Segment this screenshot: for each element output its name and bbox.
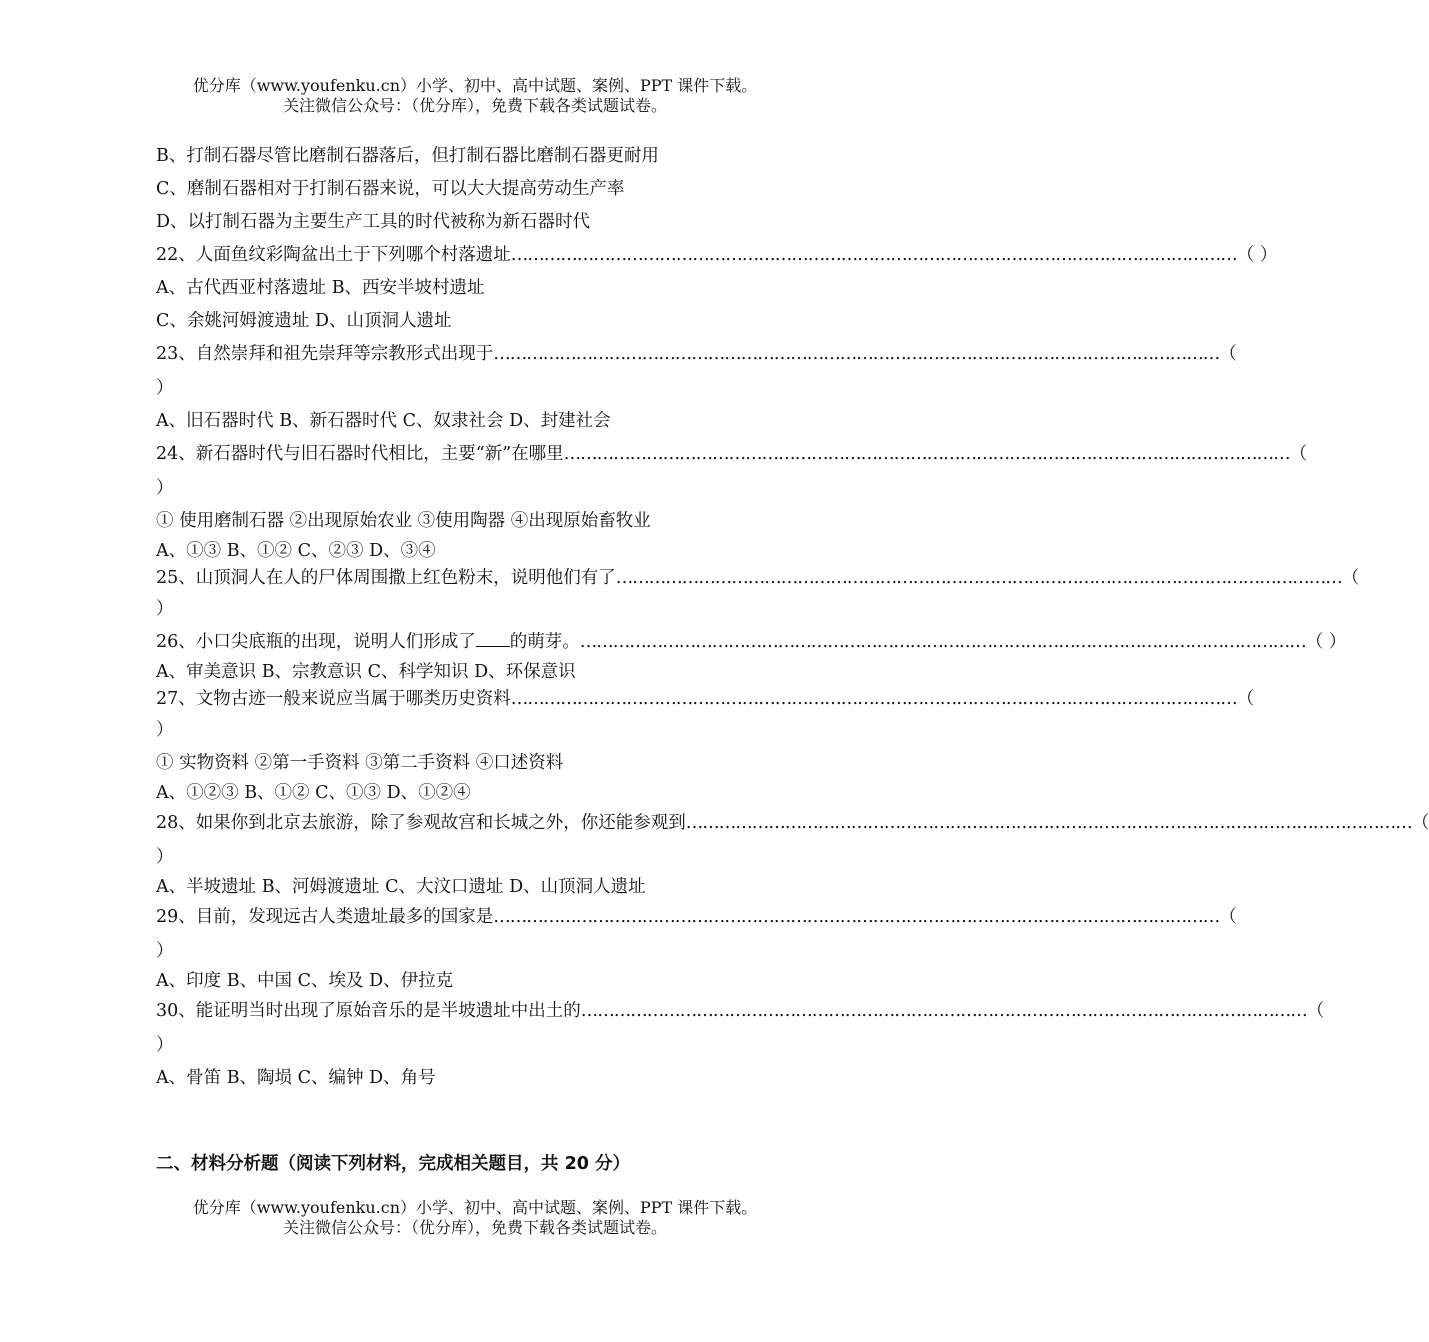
- leader-dots: ……………………………………………………………………………………………………………………: [510, 245, 1237, 265]
- question-27: [156, 686, 1255, 713]
- question-30-text: 30、能证明当时出现了原始音乐的是半坡遗址中出土的: [156, 1001, 581, 1021]
- answer-paren: （ ）: [1305, 632, 1347, 652]
- answer-paren: （ ）: [1236, 245, 1278, 265]
- answer-paren-close: ）: [156, 941, 174, 961]
- footer-line-2: 关注微信公众号：（优分库），免费下载各类试题试卷。: [282, 1218, 667, 1237]
- answer-paren-close: ）: [156, 599, 174, 619]
- leader-dots: ……………………………………………………………………………………………………………………: [615, 568, 1342, 588]
- question-26: [156, 626, 1347, 659]
- answer-paren-close: ）: [156, 720, 174, 740]
- question-27-options: A、①②③ B、①② C、①③ D、①②④: [156, 783, 471, 803]
- question-28: [156, 807, 1429, 840]
- question-30-options: A、骨笛 B、陶埙 C、编钟 D、角号: [156, 1068, 436, 1088]
- question-26-text-after: 的萌芽。: [509, 632, 580, 652]
- answer-paren-close: ）: [156, 478, 174, 498]
- fill-in-blank: [476, 628, 510, 647]
- option-d-prev: D、以打制石器为主要生产工具的时代被称为新石器时代: [156, 212, 591, 232]
- question-24-items: ① 使用磨制石器 ②出现原始农业 ③使用陶器 ④出现原始畜牧业: [156, 511, 651, 531]
- question-22-text: 22、人面鱼纹彩陶盆出土于下列哪个村落遗址: [156, 245, 511, 265]
- question-28-options: A、半坡遗址 B、河姆渡遗址 C、大汶口遗址 D、山顶洞人遗址: [156, 877, 646, 897]
- answer-paren-open: （: [1219, 344, 1237, 364]
- leader-dots: ……………………………………………………………………………………………………………………: [685, 813, 1412, 833]
- question-27-text: 27、文物古迹一般来说应当属于哪类历史资料: [156, 689, 511, 709]
- header-line-1: 优分库（www.youfenku.cn）小学、初中、高中试题、案例、PPT 课件下载。: [192, 76, 758, 95]
- leader-dots: ……………………………………………………………………………………………………………………: [510, 689, 1237, 709]
- question-22-options-2: C、余姚河姆渡遗址 D、山顶洞人遗址: [156, 311, 452, 331]
- question-24: [156, 438, 1308, 471]
- footer-line-1: 优分库（www.youfenku.cn）小学、初中、高中试题、案例、PPT 课件下载。: [192, 1198, 758, 1217]
- answer-paren-open: （: [1341, 568, 1360, 588]
- question-28-text: 28、如果你到北京去旅游，除了参观故宫和长城之外，你还能参观到: [156, 813, 686, 833]
- header-line-2: 关注微信公众号：（优分库），免费下载各类试题试卷。: [282, 96, 667, 115]
- page-header: [0, 76, 950, 116]
- question-26-text-before: 26、小口尖底瓶的出现，说明人们形成了: [156, 632, 476, 652]
- page-footer: [0, 1198, 950, 1238]
- question-25: [156, 565, 1360, 592]
- question-23: [156, 338, 1237, 371]
- leader-dots: ……………………………………………………………………………………………………………………: [493, 344, 1220, 364]
- section-2-title: 二、材料分析题（阅读下列材料，完成相关题目，共 20 分）: [156, 1154, 631, 1174]
- question-29-options: A、印度 B、中国 C、埃及 D、伊拉克: [156, 971, 454, 991]
- answer-paren-open: （: [1411, 813, 1429, 833]
- question-29-text: 29、目前，发现远古人类遗址最多的国家是: [156, 907, 494, 927]
- option-b-prev: B、打制石器尽管比磨制石器落后，但打制石器比磨制石器更耐用: [156, 146, 659, 166]
- question-30: [156, 995, 1325, 1028]
- leader-dots: ……………………………………………………………………………………………………………………: [493, 907, 1220, 927]
- answer-paren-open: （: [1289, 444, 1308, 464]
- answer-paren-close: ）: [156, 1035, 174, 1055]
- answer-paren-close: ）: [156, 847, 174, 867]
- question-24-text: 24、新石器时代与旧石器时代相比，主要“新”在哪里: [156, 444, 564, 464]
- question-25-text: 25、山顶洞人在人的尸体周围撒上红色粉末，说明他们有了: [156, 568, 616, 588]
- question-27-items: ① 实物资料 ②第一手资料 ③第二手资料 ④口述资料: [156, 753, 564, 773]
- question-22-options-1: A、古代西亚村落遗址 B、西安半坡村遗址: [156, 278, 485, 298]
- answer-paren-open: （: [1219, 907, 1237, 927]
- question-26-options: A、审美意识 B、宗教意识 C、科学知识 D、环保意识: [156, 662, 576, 682]
- leader-dots: ……………………………………………………………………………………………………………………: [563, 444, 1290, 464]
- question-24-options: A、①③ B、①② C、②③ D、③④: [156, 541, 436, 561]
- answer-paren-open: （: [1306, 1001, 1325, 1021]
- answer-paren-close: ）: [156, 378, 174, 398]
- leader-dots: ……………………………………………………………………………………………………………………: [579, 632, 1306, 652]
- option-c-prev: C、磨制石器相对于打制石器来说，可以大大提高劳动生产率: [156, 179, 625, 199]
- question-23-options: A、旧石器时代 B、新石器时代 C、奴隶社会 D、封建社会: [156, 411, 611, 431]
- question-23-text: 23、自然崇拜和祖先崇拜等宗教形式出现于: [156, 344, 494, 364]
- question-22: [156, 239, 1278, 272]
- leader-dots: ……………………………………………………………………………………………………………………: [580, 1001, 1307, 1021]
- answer-paren-open: （: [1236, 689, 1255, 709]
- question-29: [156, 901, 1237, 934]
- question-content: [156, 140, 1429, 1095]
